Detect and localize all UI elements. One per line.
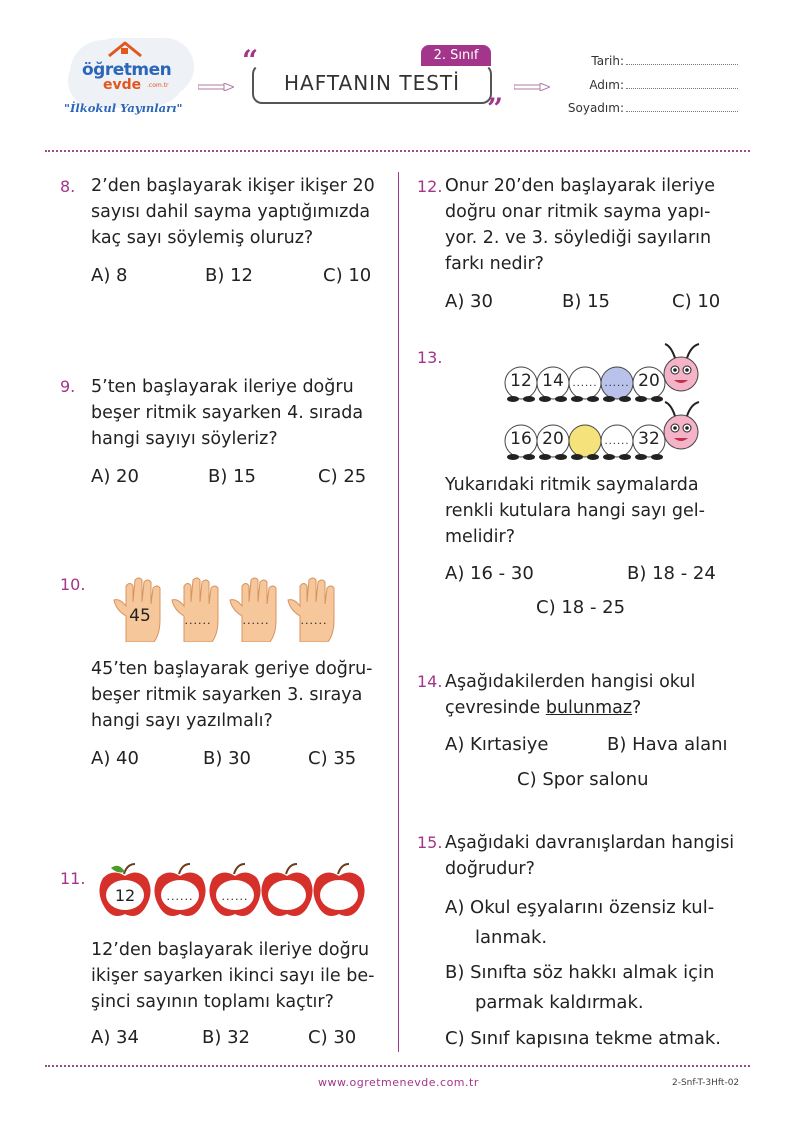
logo-domain: .com.tr	[147, 82, 169, 89]
question-line: farkı nedir?	[445, 254, 544, 274]
segment-shape	[567, 424, 603, 460]
option-a[interactable]: A) 40	[91, 748, 139, 769]
question-line: Yukarıdaki ritmik saymalarda	[445, 475, 699, 495]
field-label-name: Adım:	[589, 78, 624, 92]
option-b[interactable]: B) Sınıfta söz hakkı almak için	[445, 962, 715, 983]
name-blank	[626, 88, 738, 89]
apple-value: 12	[114, 886, 136, 905]
question-12-text	[445, 173, 715, 277]
option-c[interactable]: C) 35	[308, 748, 357, 769]
segment-value: 14	[542, 371, 564, 391]
segment-value: 20	[638, 371, 660, 391]
arrow-right-icon	[514, 83, 550, 91]
hand-blank: ......	[300, 614, 328, 627]
caterpillar-head-icon	[661, 400, 701, 456]
option-a[interactable]: A) 20	[91, 466, 139, 487]
caterpillar-segment	[503, 366, 539, 400]
segment-value: 20	[542, 429, 564, 449]
option-b[interactable]: B) Hava alanı	[607, 734, 728, 755]
question-line: doğrudur?	[445, 859, 535, 879]
option-b[interactable]: B) 15	[562, 291, 610, 312]
segment-blank: ......	[604, 378, 630, 389]
logo-tagline: "İlkokul Yayınları"	[64, 101, 183, 115]
apple-illustration	[311, 862, 367, 920]
question-number: 12.	[417, 177, 443, 196]
question-line: ikişer sayarken ikinci sayı ile be-	[91, 966, 375, 986]
field-label-date: Tarih:	[591, 54, 624, 68]
option-a-continued[interactable]: lanmak.	[475, 927, 548, 948]
option-a[interactable]: A) Okul eşyalarını özensiz kul-	[445, 897, 715, 918]
segment-value: 16	[510, 429, 532, 449]
question-line	[445, 695, 695, 721]
segment-blank: ......	[604, 436, 630, 447]
caterpillar-segment	[567, 366, 603, 400]
footer-separator	[45, 1065, 750, 1067]
apple-illustration	[207, 862, 263, 920]
logo-word-evde: evde	[103, 77, 142, 93]
caterpillar-segment	[503, 424, 539, 458]
question-number: 8.	[60, 177, 76, 196]
column-divider	[398, 172, 399, 1052]
caterpillar-head-icon	[661, 342, 701, 398]
question-13-text	[445, 472, 705, 550]
grade-badge: 2. Sınıf	[421, 45, 491, 66]
question-line: Onur 20’den başlayarak ileriye	[445, 176, 715, 196]
caterpillar-row-2	[501, 422, 701, 466]
question-line: hangi sayı yazılmalı?	[91, 711, 273, 731]
question-line: kaç sayı söylemiş oluruz?	[91, 228, 314, 248]
option-a[interactable]: A) 16 - 30	[445, 563, 534, 584]
segment-blank: ......	[572, 378, 598, 389]
footer-code: 2-Snf-T-3Hft-02	[672, 1078, 740, 1088]
question-line: şinci sayının toplamı kaçtır?	[91, 992, 334, 1012]
caterpillar-segment-colored	[599, 366, 635, 400]
option-b[interactable]: B) 32	[202, 1027, 250, 1048]
option-b[interactable]: B) 12	[205, 265, 253, 286]
apple-illustration	[259, 862, 315, 920]
footer-url[interactable]: www.ogretmenevde.com.tr	[318, 1076, 479, 1089]
apple-blank: ......	[221, 890, 249, 903]
question-line: beşer ritmik sayarken 4. sırada	[91, 403, 364, 423]
page-title: HAFTANIN TESTİ	[283, 71, 461, 95]
hand-illustration	[286, 576, 342, 642]
quote-open: “	[242, 44, 259, 77]
question-number: 15.	[417, 833, 443, 852]
question-line: yor. 2. ve 3. söylediği sayıların	[445, 228, 712, 248]
question-9-text	[91, 374, 363, 452]
question-number: 11.	[60, 869, 86, 888]
question-number: 10.	[60, 575, 86, 594]
question-line: beşer ritmik sayarken 3. sıraya	[91, 685, 363, 705]
question-line: Aşağıdakilerden hangisi okul	[445, 672, 696, 692]
option-c[interactable]: C) Spor salonu	[517, 769, 649, 790]
option-a[interactable]: A) 34	[91, 1027, 139, 1048]
arrow-right-icon	[198, 83, 234, 91]
question-line: Aşağıdaki davranışlardan hangisi	[445, 833, 735, 853]
question-11-text	[91, 937, 374, 1015]
hand-icon	[286, 576, 342, 642]
option-c[interactable]: C) 18 - 25	[536, 597, 626, 618]
question-text-part: çevresinde	[445, 698, 546, 718]
caterpillar-segment-colored	[567, 424, 603, 458]
option-c[interactable]: C) 25	[318, 466, 367, 487]
hand-illustration	[112, 576, 168, 642]
segment-value: 12	[510, 371, 532, 391]
caterpillar-segment	[535, 366, 571, 400]
question-text-part: ?	[632, 698, 642, 718]
hand-blank: ......	[242, 614, 270, 627]
question-15-text	[445, 830, 734, 882]
question-line: renkli kutulara hangi sayı gel-	[445, 501, 705, 521]
apple-blank: ......	[166, 890, 194, 903]
quote-close: ”	[487, 92, 504, 125]
question-line: 2’den başlayarak ikişer ikişer 20	[91, 176, 375, 196]
question-line: 12’den başlayarak ileriye doğru	[91, 940, 370, 960]
question-line: hangi sayıyı söyleriz?	[91, 429, 278, 449]
option-c[interactable]: C) 10	[672, 291, 721, 312]
hand-illustration	[170, 576, 226, 642]
apple-icon	[311, 862, 367, 920]
apple-illustration	[97, 862, 153, 920]
date-blank	[626, 64, 738, 65]
question-14-text	[445, 669, 695, 721]
caterpillar-segment	[599, 424, 635, 458]
option-a[interactable]: A) 30	[445, 291, 493, 312]
logo-word-ogretmen: öğretmen	[82, 60, 172, 80]
question-number: 9.	[60, 377, 76, 396]
apple-illustration	[152, 862, 208, 920]
option-b[interactable]: B) 18 - 24	[627, 563, 716, 584]
option-c[interactable]: C) 30	[308, 1027, 357, 1048]
field-label-surname: Soyadım:	[567, 101, 624, 115]
question-number: 14.	[417, 672, 443, 691]
question-line: melidir?	[445, 527, 515, 547]
question-10-text	[91, 656, 373, 734]
option-b[interactable]: B) 30	[203, 748, 251, 769]
field-date	[566, 54, 738, 68]
underlined-keyword: bulunmaz	[545, 698, 633, 718]
option-a[interactable]: A) 8	[91, 265, 128, 286]
hand-icon	[228, 576, 284, 642]
question-line: 5’ten başlayarak ileriye doğru	[91, 377, 354, 397]
field-surname	[566, 101, 738, 115]
option-c[interactable]: C) Sınıf kapısına tekme atmak.	[445, 1028, 721, 1049]
header-separator	[45, 150, 750, 152]
house-icon	[107, 40, 143, 58]
segment-value: 32	[638, 429, 660, 449]
question-8-text	[91, 173, 375, 251]
apple-icon	[259, 862, 315, 920]
hand-blank: ......	[184, 614, 212, 627]
option-b-continued[interactable]: parmak kaldırmak.	[475, 992, 644, 1013]
question-line: sayısı dahil sayma yaptığımızda	[91, 202, 371, 222]
hand-icon	[170, 576, 226, 642]
option-a[interactable]: A) Kırtasiye	[445, 734, 549, 755]
hand-illustration	[228, 576, 284, 642]
question-number: 13.	[417, 348, 443, 367]
field-name	[566, 78, 738, 92]
caterpillar-segment	[535, 424, 571, 458]
question-line: 45’ten başlayarak geriye doğru-	[91, 659, 373, 679]
option-b[interactable]: B) 15	[208, 466, 256, 487]
question-line: doğru onar ritmik sayma yapı-	[445, 202, 711, 222]
hand-value: 45	[129, 606, 151, 626]
surname-blank	[626, 111, 738, 112]
option-c[interactable]: C) 10	[323, 265, 372, 286]
